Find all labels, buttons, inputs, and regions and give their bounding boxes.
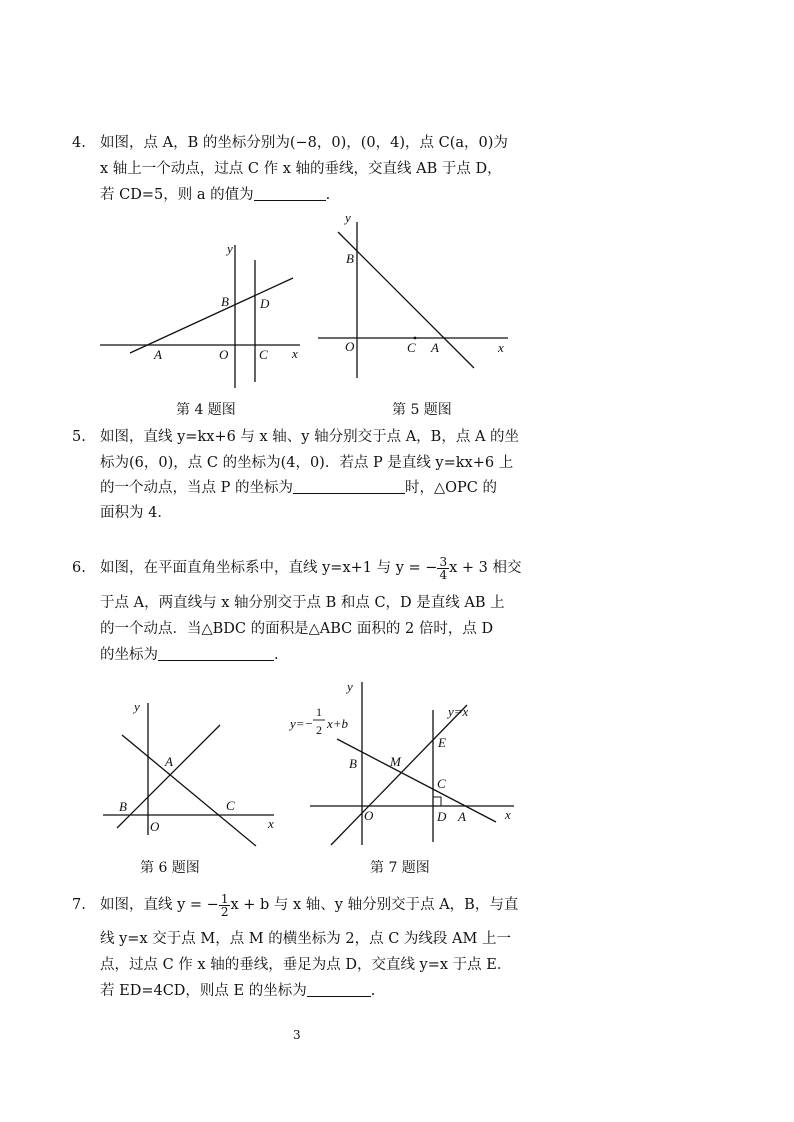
- question-7-line-3: 点，过点 C 作 x 轴的垂线，垂足为点 D，交直线 y=x 于点 E．: [100, 957, 512, 973]
- question-7-number: 7.: [72, 897, 86, 913]
- question-6-frac-numerator: 3: [439, 554, 448, 569]
- question-7-frac-numerator: 1: [220, 891, 229, 906]
- fig7-line-y-equals-x: [331, 705, 467, 845]
- fig7-label-m: M: [390, 754, 401, 769]
- question-5-line-3-text: 的一个动点，当点 P 的坐标为: [100, 480, 293, 496]
- fig7-label-a: A: [458, 809, 466, 824]
- question-7-line-1-b: x + b 与 x 轴、y 轴分别交于点 A，B，与直: [230, 897, 519, 913]
- question-7-line-4: [100, 981, 375, 1001]
- fig7-eq-denominator: 2: [316, 723, 322, 737]
- fig4-label-d: D: [260, 296, 270, 311]
- fig7-line-ab: [337, 739, 496, 822]
- fig7-label-y: y: [347, 679, 353, 694]
- answer-blank-7: [307, 982, 371, 997]
- question-6-line-2: 于点 A，两直线与 x 轴分别交于点 B 和点 C，D 是直线 AB 上: [100, 595, 505, 611]
- fig4-label-a: A: [154, 347, 162, 362]
- question-7-line-2: 线 y=x 交于点 M，点 M 的横坐标为 2，点 C 为线段 AM 上一: [100, 931, 511, 947]
- fig7-eq-numerator: 1: [316, 705, 322, 719]
- fig5-label-o: O: [345, 339, 355, 354]
- fig5-label-c: C: [407, 340, 416, 355]
- fig6-label-c: C: [226, 798, 235, 813]
- question-5-line-1: 如图，直线 y=kx+6 与 x 轴、y 轴分别交于点 A，B，点 A 的坐: [100, 429, 520, 445]
- fig5-label-b: B: [346, 251, 354, 266]
- figure-4-caption: 第 4 题图: [176, 402, 236, 418]
- fig4-label-b: B: [221, 294, 229, 309]
- question-5-line-3-end: 时，△OPC 的: [404, 480, 497, 496]
- question-4-period: .: [325, 187, 331, 203]
- figure-6-caption: 第 6 题图: [140, 860, 200, 876]
- fig7-label-c: C: [437, 776, 446, 791]
- question-4-line-3-text: 若 CD=5，则 a 的值为: [100, 187, 254, 203]
- question-6-line-4-text: 的坐标为: [100, 647, 158, 663]
- fig4-label-y: y: [227, 241, 233, 256]
- question-5-line-4: 面积为 4．: [100, 505, 172, 521]
- fig7-right-angle-mark: [433, 797, 441, 806]
- fig4-label-x: x: [292, 346, 298, 361]
- fig6-label-a: A: [165, 754, 173, 769]
- fig5-label-x: x: [498, 340, 504, 355]
- fig7-eq-left: y=−: [290, 716, 314, 731]
- fig7-label-y-equals-x: y=x: [448, 704, 469, 719]
- question-4-line-1: 如图，点 A，B 的坐标分别为(−8，0)，(0，4)，点 C(a，0)为: [100, 135, 508, 151]
- fig4-label-o: O: [219, 347, 229, 362]
- fig6-label-y: y: [134, 699, 140, 714]
- figure-5-caption: 第 5 题图: [392, 402, 452, 418]
- fig7-label-x: x: [505, 807, 511, 822]
- question-7-frac-denominator: 2: [220, 904, 229, 919]
- question-7-line-4-text: 若 ED=4CD，则点 E 的坐标为: [100, 983, 307, 999]
- question-7-line-1-a: 如图，直线 y = −: [100, 897, 219, 913]
- question-4-line-2: x 轴上一个动点，过点 C 作 x 轴的垂线，交直线 AB 于点 D，: [100, 161, 502, 177]
- page-number: 3: [293, 1028, 301, 1042]
- fig6-label-x: x: [268, 816, 274, 831]
- question-6-line-1-a: 如图，在平面直角坐标系中，直线 y=x+1 与 y = −: [100, 560, 438, 576]
- question-6-line-3: 的一个动点．当△BDC 的面积是△ABC 面积的 2 倍时，点 D: [100, 621, 494, 637]
- question-5-number: 5.: [72, 429, 86, 445]
- question-4-number: 4.: [72, 135, 86, 151]
- fig7-label-e: E: [438, 735, 446, 750]
- fig6-label-b: B: [119, 799, 127, 814]
- fig4-label-c: C: [259, 347, 268, 362]
- fig6-label-o: O: [150, 819, 160, 834]
- fig5-label-a: A: [431, 340, 439, 355]
- question-6-line-1-b: x + 3 相交: [449, 560, 522, 576]
- question-7-fraction: [219, 893, 231, 918]
- question-6-number: 6.: [72, 560, 86, 576]
- question-6-period: .: [274, 647, 279, 663]
- fig7-label-d: D: [437, 809, 447, 824]
- fig7-label-b: B: [349, 756, 357, 771]
- fig7-eq-right: x+b: [327, 716, 349, 731]
- figure-7-caption: 第 7 题图: [370, 860, 430, 876]
- fig7-label-o: O: [364, 808, 374, 823]
- question-7-period: .: [370, 983, 376, 999]
- question-7-line-1: [100, 889, 518, 921]
- question-6-frac-denominator: 4: [439, 567, 448, 582]
- fig5-label-y: y: [345, 210, 351, 225]
- question-5-line-2: 标为(6，0)，点 C 的坐标为(4，0)．若点 P 是直线 y=kx+6 上: [100, 455, 514, 471]
